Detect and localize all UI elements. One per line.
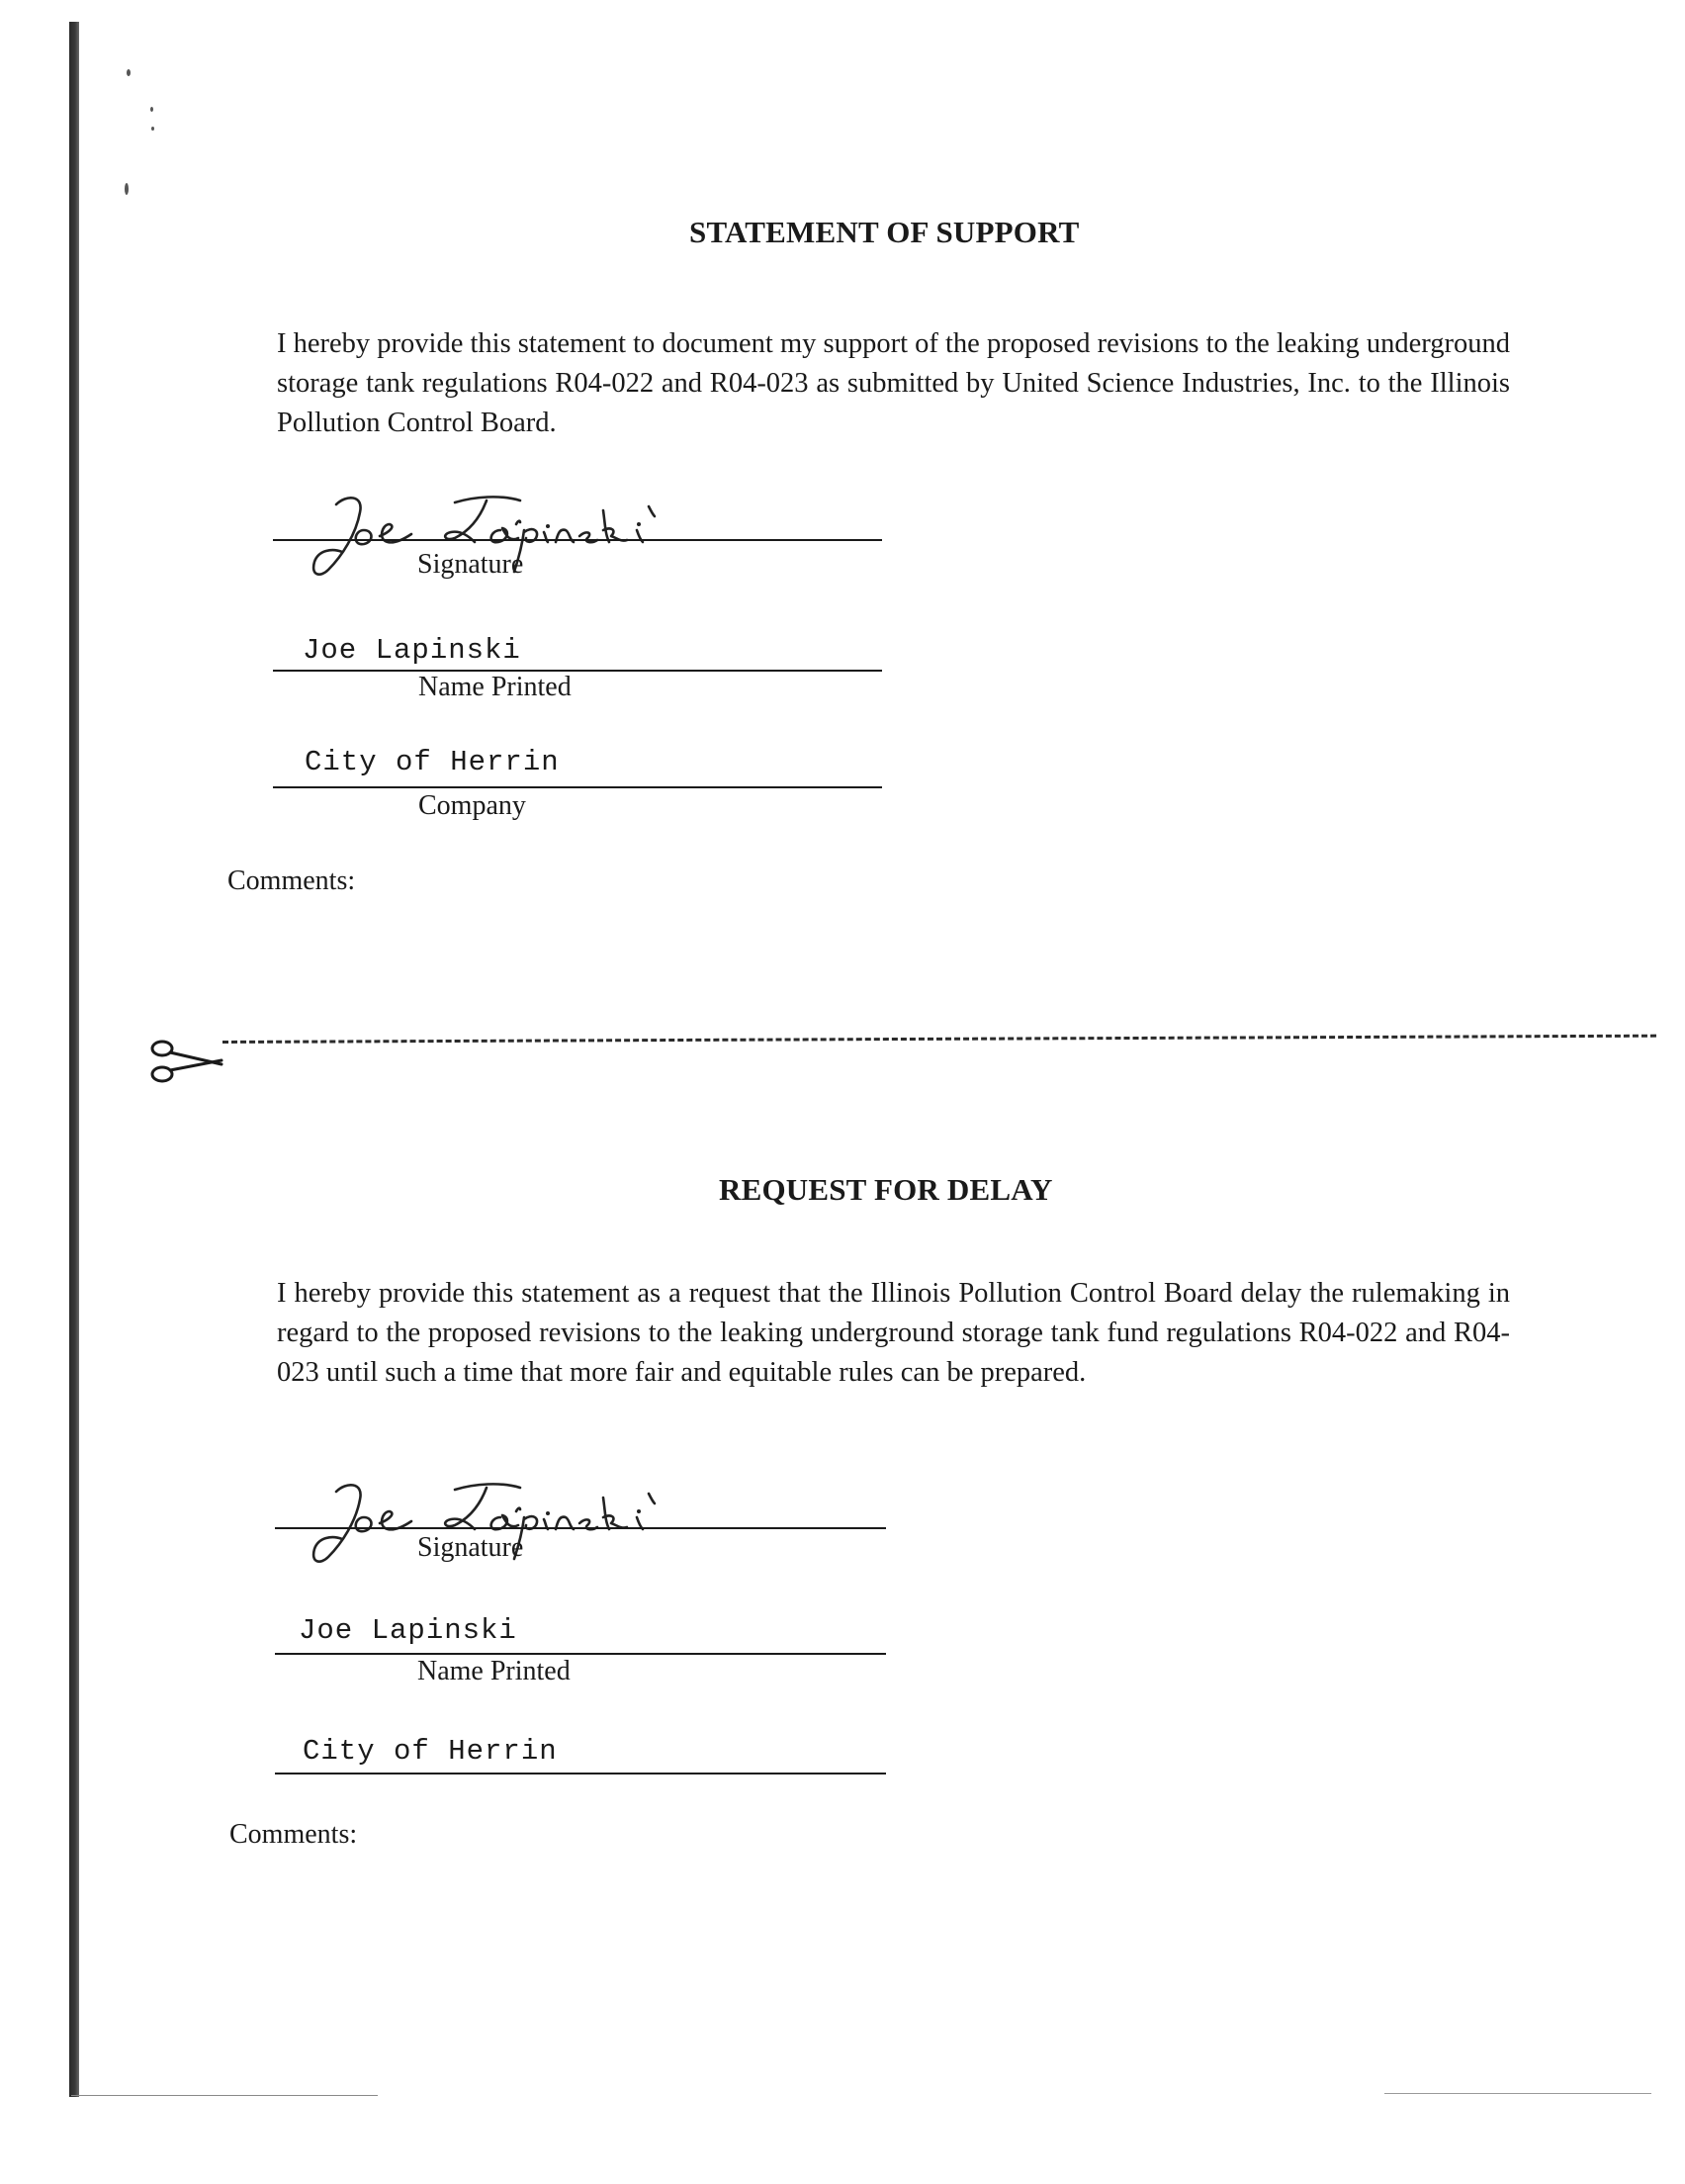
section-title: STATEMENT OF SUPPORT [689,215,1080,249]
printed-name-value: Joe Lapinski [299,1614,517,1647]
name-line [275,1653,886,1655]
printed-name-value: Joe Lapinski [303,634,521,667]
company-line [275,1773,886,1774]
company-value: City of Herrin [305,746,560,778]
statement-body: I hereby provide this statement to document my support of the proposed revisions to the leaking underground storage tank regulations R04-022 and R04-023 as submitted by United Science Industries, Inc. to the Illinois Pollution Control Board. [277,328,1510,438]
company-value: City of Herrin [303,1735,558,1768]
name-line [273,670,882,672]
scan-speck [127,69,131,76]
name-printed-caption: Name Printed [418,672,572,702]
signature-caption: Signature [417,549,524,580]
scan-speck [125,183,129,195]
signature-caption: Signature [417,1532,524,1563]
comments-label: Comments: [227,865,356,896]
signature-line [273,539,882,541]
scan-edge-line [1384,2093,1651,2094]
scan-speck [150,107,153,112]
comments-label: Comments: [229,1819,358,1850]
scan-edge-line [71,2095,378,2096]
signature-line [275,1527,886,1529]
company-caption: Company [418,790,526,821]
scan-speck [151,127,154,131]
cut-here-line [222,1035,1656,1044]
section-title: REQUEST FOR DELAY [719,1172,1053,1207]
scan-edge-bar [69,22,79,2097]
request-body: I hereby provide this statement as a request that the Illinois Pollution Control Board delay the rulemaking in regard to the proposed revisions to the leaking underground storage tank fund regulations R04-022 and R04-023 until such a time that more fair and equitable rules can be prepared. [277,1278,1510,1388]
name-printed-caption: Name Printed [417,1656,571,1686]
company-line [273,786,882,788]
scissors-icon [148,1039,225,1086]
